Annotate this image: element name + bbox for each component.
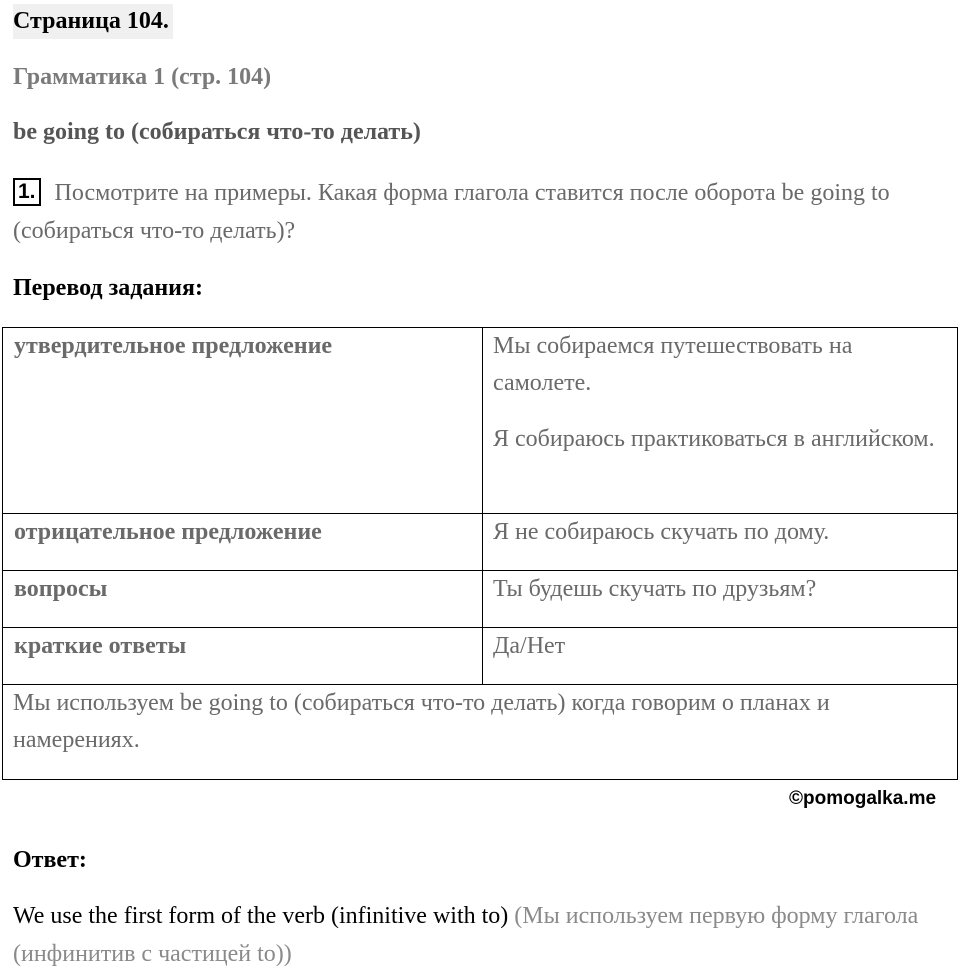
example-text: Мы собираемся путешествовать на самолете.	[493, 333, 853, 396]
table-row	[3, 514, 958, 571]
example-text: Я собираюсь практиковаться в английском.	[493, 426, 935, 452]
answer-translation: (Мы используем первую форму глагола (инфинитив с частицей to))	[13, 903, 919, 967]
grammar-table	[2, 327, 958, 780]
table-row	[3, 628, 958, 685]
answer-heading: Ответ:	[13, 847, 87, 873]
answer-block	[13, 897, 948, 973]
row-label: краткие ответы	[3, 628, 483, 685]
answer-english: We use the first form of the verb (infinitive with to)	[13, 903, 509, 929]
row-examples	[483, 628, 958, 685]
task-block	[13, 174, 948, 250]
row-label: отрицательное предложение	[3, 514, 483, 571]
translation-heading: Перевод задания:	[13, 275, 203, 301]
section-title: Грамматика 1 (стр. 104)	[13, 64, 272, 90]
table-note-row	[3, 685, 958, 780]
table-row	[3, 571, 958, 628]
table-row	[3, 328, 958, 514]
row-examples	[483, 328, 958, 514]
row-label: вопросы	[3, 571, 483, 628]
topic-title: be going to (собираться что-то делать)	[13, 119, 421, 145]
task-number-badge: 1.	[13, 178, 41, 206]
copyright-watermark: ©pomogalka.me	[789, 788, 937, 809]
example-text: Ты будешь скучать по друзьям?	[493, 576, 817, 602]
example-text: Да/Нет	[493, 633, 566, 659]
table-note: Мы используем be going to (собираться что-то делать) когда говорим о планах и намерениях.	[3, 685, 958, 780]
page-title: Страница 104.	[13, 4, 173, 39]
task-text: Посмотрите на примеры. Какая форма глагола ставится после оборота be going to (собираться что-то делать)?	[13, 180, 890, 244]
example-text: Я не собираюсь скучать по дому.	[493, 519, 830, 545]
row-examples	[483, 514, 958, 571]
row-examples	[483, 571, 958, 628]
row-label: утвердительное предложение	[3, 328, 483, 514]
